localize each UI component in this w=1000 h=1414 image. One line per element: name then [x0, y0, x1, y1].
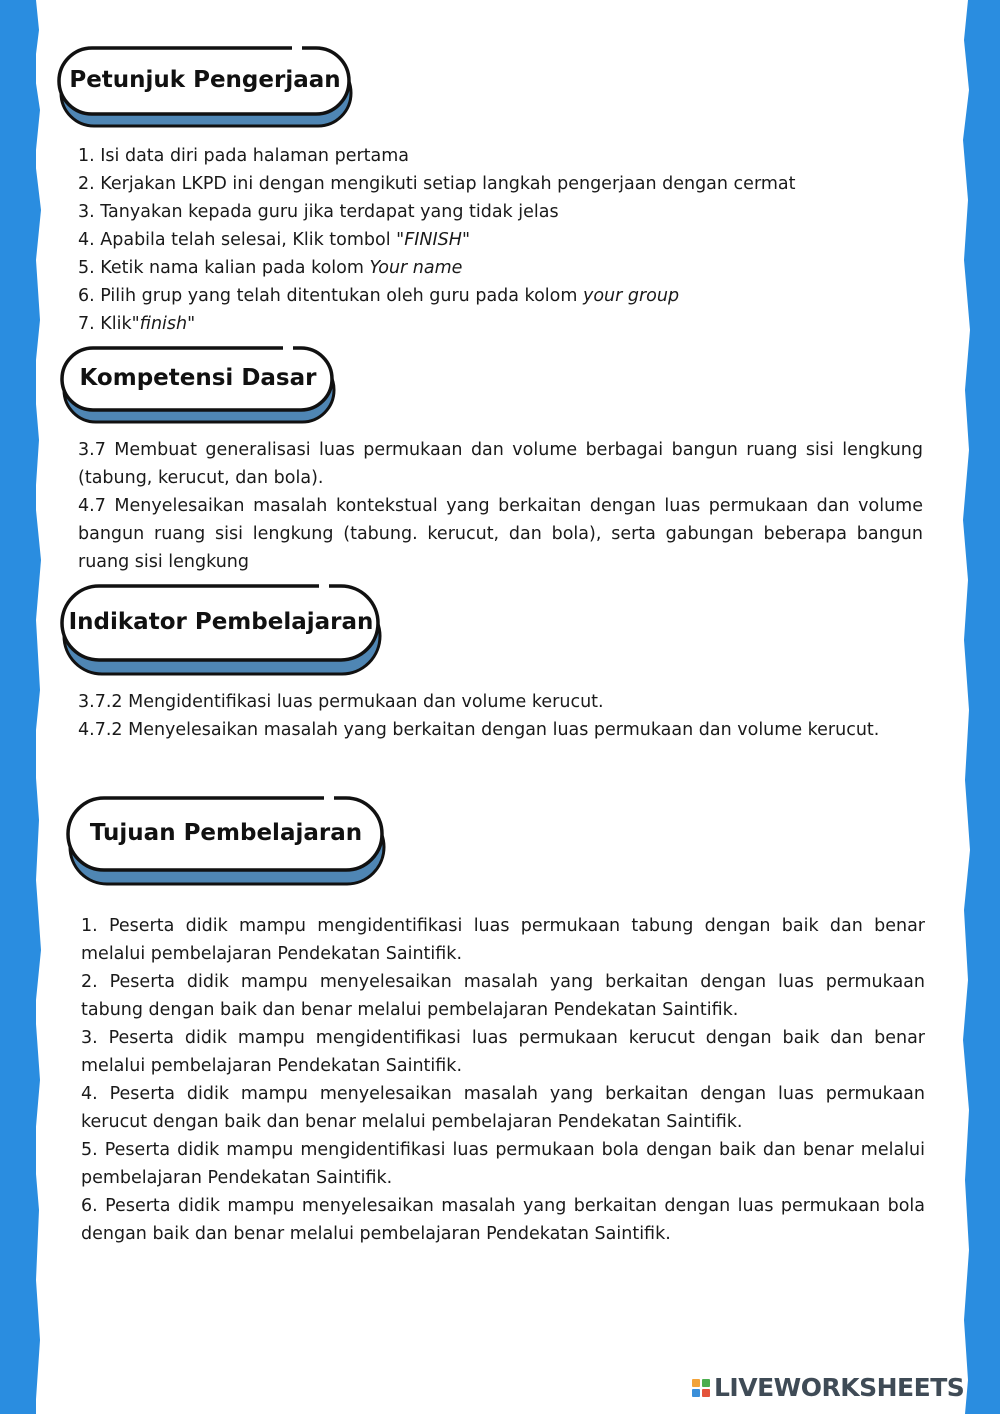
kompetensi-list: [78, 436, 923, 576]
list-item: 6. Peserta didik mampu menyelesaikan masalah yang berkaitan dengan luas permukaan bola dengan baik dan benar melalui pembelajaran Pendekatan Saintifik.: [81, 1196, 925, 1244]
section-title: Kompetensi Dasar: [79, 365, 317, 391]
list-item: 2. Kerjakan LKPD ini dengan mengikuti setiap langkah pengerjaan dengan cermat: [78, 174, 796, 194]
section-title: Indikator Pembelajaran: [68, 609, 374, 635]
list-item: 6. Pilih grup yang telah ditentukan oleh guru pada kolom your group: [78, 286, 680, 306]
list-item: 3.7 Membuat generalisasi luas permukaan dan volume berbagai bangun ruang sisi lengkung (tabung, kerucut, dan bola).: [78, 440, 923, 488]
list-item: 4. Peserta didik mampu menyelesaikan masalah yang berkaitan dengan luas permukaan kerucut dengan baik dan benar melalui pembelajaran Pendekatan Saintifik.: [81, 1084, 925, 1132]
section-header-indikator: [60, 584, 382, 676]
list-item: 3.7.2 Mengidentifikasi luas permukaan dan volume kerucut.: [78, 692, 604, 712]
list-item: 4. Apabila telah selesai, Klik tombol "FINISH": [78, 230, 471, 250]
list-item: 2. Peserta didik mampu menyelesaikan masalah yang berkaitan dengan luas permukaan tabung dengan baik dan benar melalui pembelajaran Pendekatan Saintifik.: [81, 972, 925, 1020]
brand-name: LIVEWORKSHEETS: [714, 1373, 965, 1402]
list-item: 5. Ketik nama kalian pada kolom Your name: [78, 258, 463, 278]
section-header-petunjuk: [57, 46, 353, 128]
list-item: 1. Peserta didik mampu mengidentifikasi luas permukaan tabung dengan baik dan benar melalui pembelajaran Pendekatan Saintifik.: [81, 916, 925, 964]
list-item: 7. Klik"finish": [78, 314, 196, 334]
list-item: 3. Peserta didik mampu mengidentifikasi luas permukaan kerucut dengan baik dan benar melalui pembelajaran Pendekatan Saintifik.: [81, 1028, 925, 1076]
liveworksheets-logo-icon: [692, 1379, 710, 1397]
indikator-list: [78, 688, 938, 744]
liveworksheets-brand: [692, 1373, 964, 1402]
left-torn-border: [0, 0, 36, 1414]
section-header-tujuan: [66, 796, 386, 886]
petunjuk-list: [78, 142, 938, 338]
section-title: Petunjuk Pengerjaan: [69, 67, 341, 93]
section-title: Tujuan Pembelajaran: [89, 820, 363, 846]
right-torn-border: [970, 0, 1000, 1414]
list-item: 1. Isi data diri pada halaman pertama: [78, 146, 410, 166]
list-item: 4.7.2 Menyelesaikan masalah yang berkaitan dengan luas permukaan dan volume kerucut.: [78, 720, 880, 740]
section-header-kompetensi: [60, 346, 336, 424]
list-item: 3. Tanyakan kepada guru jika terdapat yang tidak jelas: [78, 202, 559, 222]
list-item: 5. Peserta didik mampu mengidentifikasi luas permukaan bola dengan baik dan benar melalui pembelajaran Pendekatan Saintifik.: [81, 1140, 925, 1188]
list-item: 4.7 Menyelesaikan masalah kontekstual yang berkaitan dengan luas permukaan dan volume bangun ruang sisi lengkung (tabung. kerucut, dan bola), serta gabungan beberapa bangun ruang sisi lengkung: [78, 496, 923, 572]
tujuan-list: [81, 912, 925, 1248]
